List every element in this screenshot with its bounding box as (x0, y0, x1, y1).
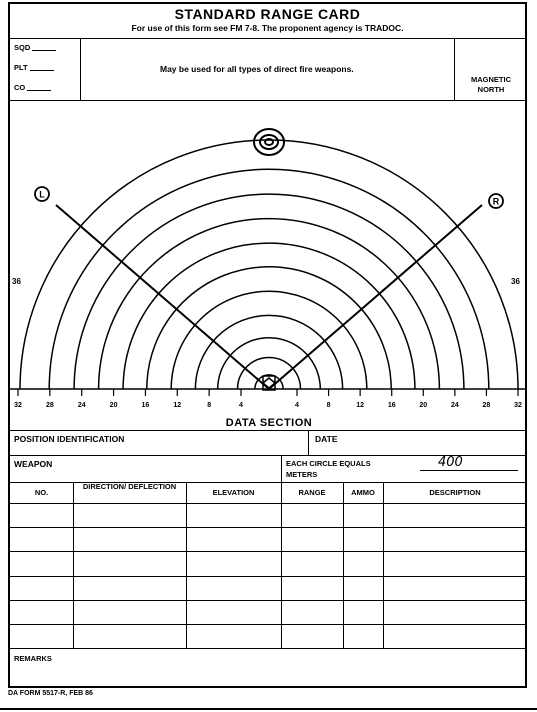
scale-tick-label: 4 (295, 402, 299, 409)
weapon-label: WEAPON (14, 459, 53, 469)
date-divider (308, 430, 309, 455)
sector-sketch (10, 100, 525, 430)
scale-tick-label: 32 (14, 402, 22, 409)
deflection-scale (14, 389, 522, 409)
range-circle-3 (218, 338, 321, 389)
col-header-ammo: AMMO (351, 488, 375, 497)
scale-tick-label: 28 (45, 402, 54, 409)
col-header-no: NO. (34, 488, 49, 497)
col-header-elevation: ELEVATION (212, 488, 255, 497)
left-marker-label: L (39, 189, 45, 200)
col-header-description: DESCRIPTION (429, 488, 481, 497)
range-circle-2 (238, 358, 301, 389)
right-marker-label: R (492, 196, 500, 207)
scale-tick-label: 20 (109, 402, 118, 409)
sqd-field[interactable] (14, 43, 56, 52)
target-reference-icon (254, 129, 284, 155)
table-row[interactable] (10, 624, 525, 625)
scale-tick-label: 12 (356, 402, 365, 409)
scale-tick-label: 12 (173, 402, 182, 409)
range-circle-6 (147, 267, 391, 389)
weapon-position-icon (263, 376, 275, 390)
usage-note: May be used for all types of direct fire weapons. (160, 64, 354, 74)
magnetic-north-label: MAGNETIC NORTH (471, 75, 511, 94)
scale-tick-label: 28 (482, 402, 491, 409)
meters-label: METERS (286, 470, 318, 479)
circle-divider (281, 455, 282, 482)
remarks-field[interactable] (10, 664, 525, 686)
form-title: STANDARD RANGE CARD (174, 6, 361, 22)
scale-tick-label: 32 (514, 402, 522, 409)
sqd-label: SQD (14, 43, 31, 52)
range-circle-11 (20, 140, 518, 389)
header-bottom-rule (10, 503, 525, 504)
table-row[interactable] (10, 648, 525, 649)
data-section-title: DATA SECTION (225, 417, 313, 429)
table-row[interactable] (10, 600, 525, 601)
scale-tick-label: 16 (387, 402, 396, 409)
table-row[interactable] (10, 527, 525, 528)
date-label: DATE (315, 434, 338, 444)
scale-tick-label: 8 (326, 402, 331, 409)
id-column-divider (80, 38, 81, 100)
form-id: DA FORM 5517-R, FEB 86 (8, 690, 93, 697)
scale-tick-label: 4 (239, 402, 243, 409)
scale-tick-label: 16 (141, 402, 150, 409)
col-header-direction: DIRECTION/ DEFLECTION (82, 482, 177, 491)
range-card-form (8, 2, 527, 688)
left-limit-marker (35, 187, 49, 201)
page-bottom-rule (0, 708, 537, 710)
plt-label: PLT (14, 63, 28, 72)
header-rule (10, 38, 525, 39)
co-field[interactable] (14, 83, 51, 92)
scale-tick-label: 20 (419, 402, 428, 409)
table-row[interactable] (10, 551, 525, 552)
right-limit-marker (489, 194, 503, 208)
position-id-label: POSITION IDENTIFICATION (14, 434, 125, 444)
circle-value[interactable]: 400 (420, 455, 518, 471)
plt-field[interactable] (14, 63, 54, 72)
col-header-range: RANGE (298, 488, 326, 497)
table-row[interactable] (10, 576, 525, 577)
scale-tick-label: 24 (450, 402, 459, 409)
north-column-divider (454, 38, 455, 100)
co-label: CO (14, 83, 26, 92)
circle-equals-label: EACH CIRCLE EQUALS (286, 459, 371, 468)
side-label-right: 36 (511, 277, 520, 286)
range-circle-1 (255, 375, 283, 389)
scale-tick-label: 24 (77, 402, 86, 409)
form-subtitle: For use of this form see FM 7-8. The proponent agency is TRADOC. (131, 23, 404, 33)
range-circle-10 (49, 169, 489, 389)
scale-tick-label: 8 (207, 402, 212, 409)
remarks-label: REMARKS (14, 654, 52, 663)
side-label-left: 36 (12, 277, 21, 286)
data-section-rule (10, 430, 525, 431)
